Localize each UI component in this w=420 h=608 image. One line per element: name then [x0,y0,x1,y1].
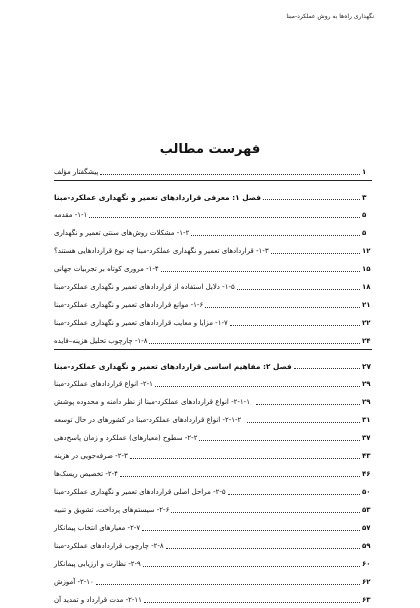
toc-entry-text: فصل ۱: معرفی قراردادهای تعمیر و نگهداری عملکرد-مبنا [54,192,261,202]
toc-entry-page: ۱۵ [362,265,371,273]
toc-entry-text: ۱-۲- مشکلات روش‌های سنتی تعمیر و نگهداری [54,229,190,237]
toc-leader-dots [166,548,360,549]
toc-entry-page: ۴۳ [362,452,371,460]
toc-entry-page: ۲۱ [362,301,371,309]
toc-entry[interactable] [54,518,372,536]
toc-entry-page: ۱ [362,168,367,176]
toc-entry-page: ۲۹ [362,380,371,388]
toc-entry-page: ۵۷ [362,524,371,532]
toc-entry-text: ۲-۳- صرفه‌جویی در هزینه [54,452,128,460]
toc-entry[interactable] [54,205,372,223]
toc-entry[interactable] [54,241,372,259]
toc-entry-page: ۵ [362,229,367,237]
toc-entry-text: ۱-۴- مروری کوتاه بر تجربیات جهانی [54,265,159,273]
toc-leader-dots [120,476,360,477]
toc-leader-dots [100,174,360,175]
toc-entry[interactable] [54,482,372,500]
toc-entry-page: ۳۱ [362,416,371,424]
toc-leader-dots [256,404,360,405]
toc-entry-text: ۱-۷- مزایا و معایب قراردادهای تعمیر و نگهداری عملکرد-مبنا [54,319,228,327]
toc-entry-text: ۱-۳- قراردادهای تعمیر و نگهداری عملکرد-مبنا چه نوع قراردادهایی هستند؟ [54,247,269,255]
toc-entry-page: ۱۲ [362,247,371,255]
toc-title: فهرست مطالب [159,142,261,157]
toc-entry-page: ۲۴ [362,337,371,345]
toc-entry-text: ۱-۸- چارچوب تحلیل هزینه–فایده [54,337,148,345]
toc-leader-dots [171,512,360,513]
toc-subentry[interactable] [54,410,372,428]
toc-entry-text: ۱-۶- موانع قراردادهای تعمیر و نگهداری عملکرد-مبنا [54,301,204,309]
toc-leader-dots [149,343,360,344]
toc-entry[interactable] [54,554,372,572]
toc-entry[interactable] [54,536,372,554]
toc-entry-page: ۳ [362,192,367,202]
toc-entry[interactable] [54,500,372,518]
toc-entry-text: ۲-۹- نظارت و ارزیابی پیمانکار [54,560,141,568]
toc-entry[interactable] [54,313,372,331]
toc-entry[interactable] [54,295,372,313]
toc-entry-page: ۵ [362,211,367,219]
toc-leader-dots [228,494,360,495]
toc-entry-text: ۲-۱- انواع قراردادهای عملکرد-مبنا [54,380,153,388]
toc-entry-text: ۱-۵- دلایل استفاده از قراردادهای تعمیر و نگهداری عملکرد-مبنا [54,283,235,291]
chapter-divider [54,180,372,181]
toc-entry-text: ۲-۱۰- آموزش [54,578,94,586]
running-header: نگهداری راه‌ها به روش عملکرد-مبنا [286,13,374,20]
toc-entry-text: ۲-۲- سطوح (معیارهای) عملکرد و زمان پاسخ‌دهی [54,434,198,442]
table-of-contents [54,162,372,608]
toc-entry[interactable] [54,331,372,349]
toc-entry-text: ۲-۴- تخصیص ریسک‌ها [54,470,118,478]
toc-entry-page: ۴۶ [362,470,371,478]
toc-entry-text: ۲-۶- سیستم‌های پرداخت، تشویق و تنبیه [54,506,170,514]
toc-entry[interactable] [54,572,372,590]
toc-leader-dots [230,325,360,326]
toc-entry-text: ۲-۱-۲- انواع قراردادهای عملکرد-مبنا در کشورهای در حال توسعه [54,416,242,424]
toc-leader-dots [143,566,360,567]
toc-entry[interactable] [54,259,372,277]
toc-leader-dots [271,253,360,254]
toc-leader-dots [191,235,360,236]
toc-leader-dots [155,386,360,387]
toc-chapter-entry[interactable] [54,187,372,205]
toc-entry-text: پیشگفتار مؤلف [54,168,99,176]
toc-entry[interactable] [54,277,372,295]
toc-entry-page: ۲۹ [362,398,371,406]
toc-entry[interactable] [54,374,372,392]
toc-entry-text: ۲-۱-۱- انواع قراردادهای عملکرد-مبنا از نظر دامنه و محدوده پوشش [54,398,250,406]
toc-leader-dots [142,530,360,531]
toc-leader-dots [96,584,360,585]
toc-leader-dots [205,307,360,308]
toc-entry-text: ۲-۷- معیارهای انتخاب پیمانکار [54,524,141,532]
toc-leader-dots [130,458,360,459]
toc-entry[interactable] [54,223,372,241]
toc-entry-page: ۵۹ [362,542,371,550]
toc-entry-page: ۵۰ [362,488,371,496]
toc-entry-page: ۶۳ [362,596,371,604]
chapter-divider [54,349,372,350]
toc-entry-text: فصل ۲: مفاهیم اساسی قراردادهای تعمیر و نگهداری عملکرد-مبنا [54,361,292,371]
toc-entry[interactable] [54,446,372,464]
toc-entry-text: ۱-۱- مقدمه [54,211,88,219]
toc-leader-dots [263,199,360,200]
toc-leader-dots [89,217,360,218]
toc-entry-text: ۲-۵- مراحل اصلی قراردادهای تعمیر و نگهداری عملکرد-مبنا [54,488,226,496]
toc-entry-page: ۳۷ [362,434,371,442]
toc-leader-dots [161,271,360,272]
toc-leader-dots [237,289,360,290]
toc-entry-text: ۲-۱۱- مدت قرارداد و تمدید آن [54,596,142,604]
toc-entry-page: ۲۲ [362,319,371,327]
toc-entry-page: ۱۸ [362,283,371,291]
toc-entry[interactable] [54,464,372,482]
toc-leader-dots [294,368,360,369]
toc-chapter-entry[interactable] [54,356,372,374]
toc-entry-page: ۶۲ [362,578,371,586]
toc-leader-dots [199,440,360,441]
toc-entry[interactable] [54,428,372,446]
toc-entry[interactable] [54,590,372,608]
toc-entry-text: ۲-۸- چارچوب قراردادهای عملکرد-مبنا [54,542,164,550]
toc-entry-page: ۲۷ [362,361,372,371]
toc-entry[interactable] [54,162,372,180]
toc-entry-page: ۵۳ [362,506,371,514]
toc-leader-dots [247,422,360,423]
toc-entry-page: ۶۰ [362,560,371,568]
toc-leader-dots [144,602,360,603]
toc-subentry[interactable] [54,392,372,410]
